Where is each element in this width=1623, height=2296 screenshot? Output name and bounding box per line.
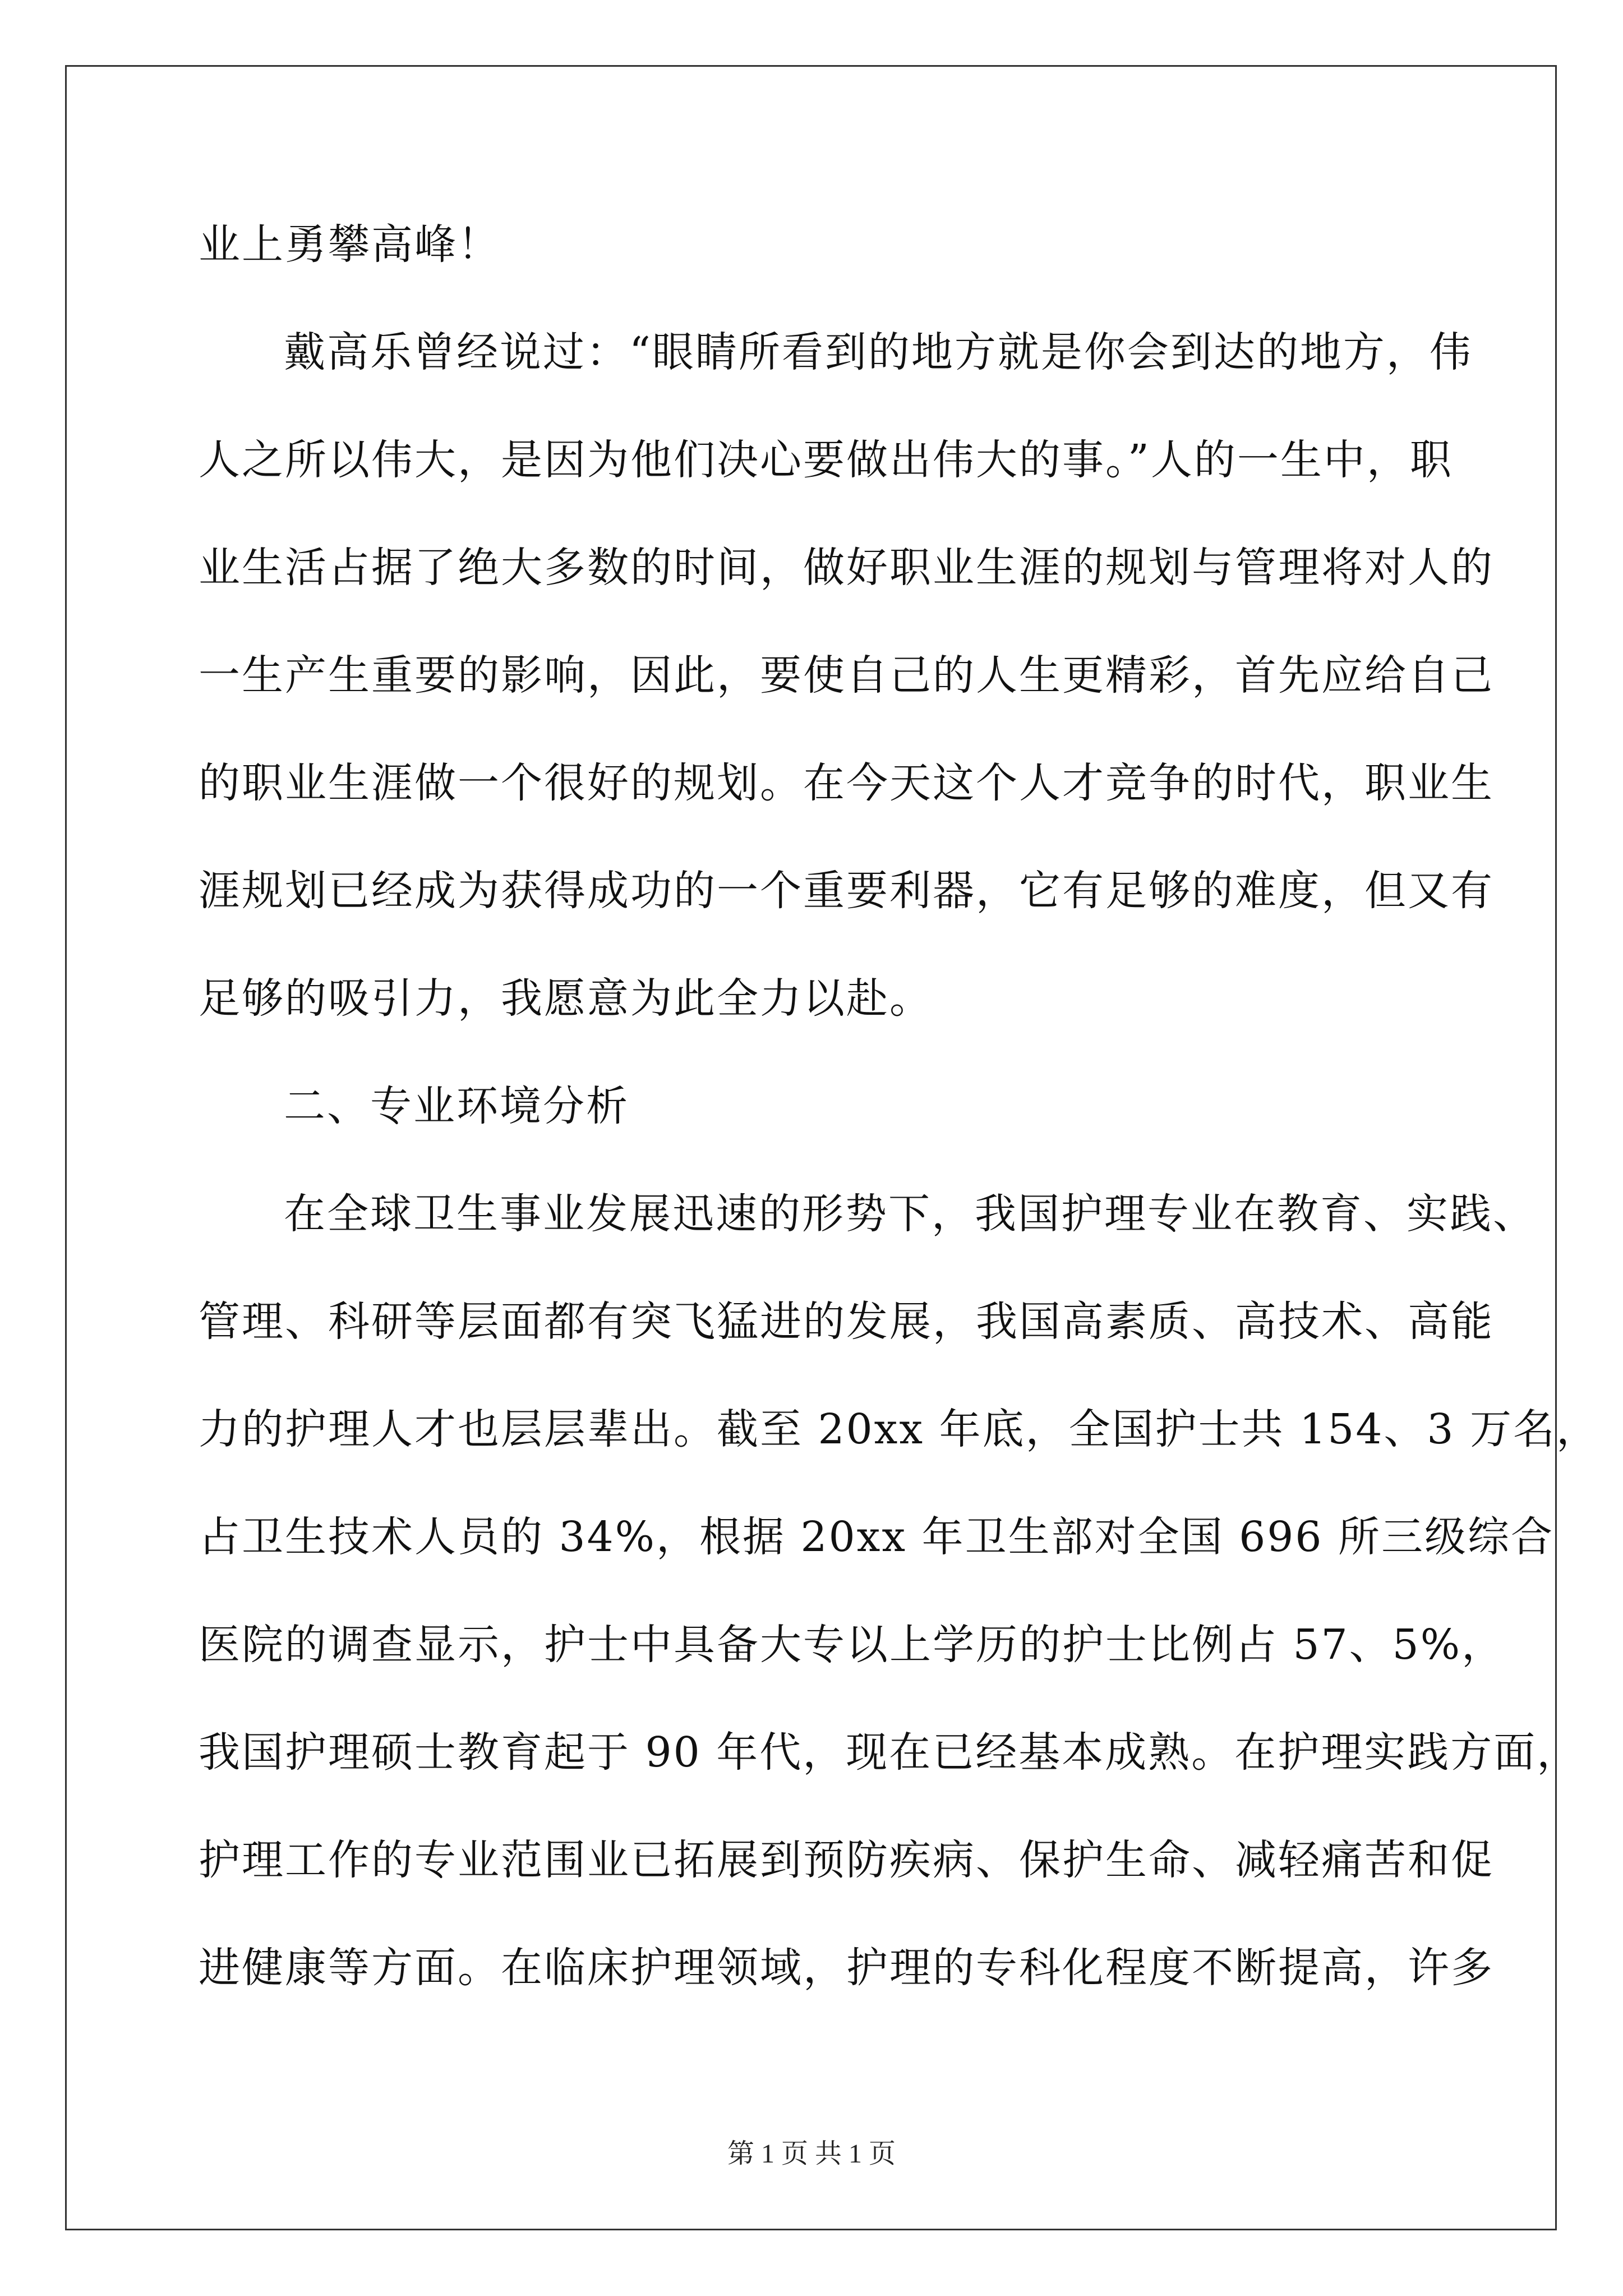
paragraph-line: 进健康等方面。在临床护理领域，护理的专科化程度不断提高，许多 [199, 1944, 1494, 1992]
paragraph-line: 戴高乐曾经说过：“眼睛所看到的地方就是你会到达的地方，伟 [284, 328, 1473, 376]
paragraph-line: 管理、科研等层面都有突飞猛进的发展，我国高素质、高技术、高能 [199, 1297, 1494, 1346]
paragraph-line: 足够的吸引力，我愿意为此全力以赴。 [199, 974, 933, 1023]
paragraph-line: 在全球卫生事业发展迅速的形势下，我国护理专业在教育、实践、 [284, 1190, 1536, 1238]
paragraph-line: 的职业生涯做一个很好的规划。在今天这个人才竞争的时代，职业生 [199, 759, 1494, 807]
paragraph-line: 占卫生技术人员的 34%，根据 20xx 年卫生部对全国 696 所三级综合 [199, 1513, 1554, 1561]
paragraph-line: 业生活占据了绝大多数的时间，做好职业生涯的规划与管理将对人的 [199, 544, 1494, 592]
section-heading: 二、专业环境分析 [284, 1082, 629, 1130]
paragraph-line: 医院的调查显示，护士中具备大专以上学历的护士比例占 57、5%， [199, 1621, 1505, 1669]
paragraph-line: 人之所以伟大，是因为他们决心要做出伟大的事。”人的一生中，职 [199, 436, 1453, 484]
page-number-footer: 第 1 页 共 1 页 [727, 2139, 896, 2169]
paragraph-line: 业上勇攀高峰！ [199, 220, 501, 269]
paragraph-line: 一生产生重要的影响，因此，要使自己的人生更精彩，首先应给自己 [199, 651, 1494, 700]
paragraph-line: 护理工作的专业范围业已拓展到预防疾病、保护生命、减轻痛苦和促 [199, 1836, 1494, 1884]
paragraph-line: 我国护理硕士教育起于 90 年代，现在已经基本成熟。在护理实践方面， [199, 1728, 1580, 1777]
document-body [199, 191, 1600, 2022]
paragraph-line: 力的护理人才也层层辈出。截至 20xx 年底，全国护士共 154、3 万名， [199, 1405, 1600, 1453]
paragraph-line: 涯规划已经成为获得成功的一个重要利器，它有足够的难度，但又有 [199, 867, 1494, 915]
